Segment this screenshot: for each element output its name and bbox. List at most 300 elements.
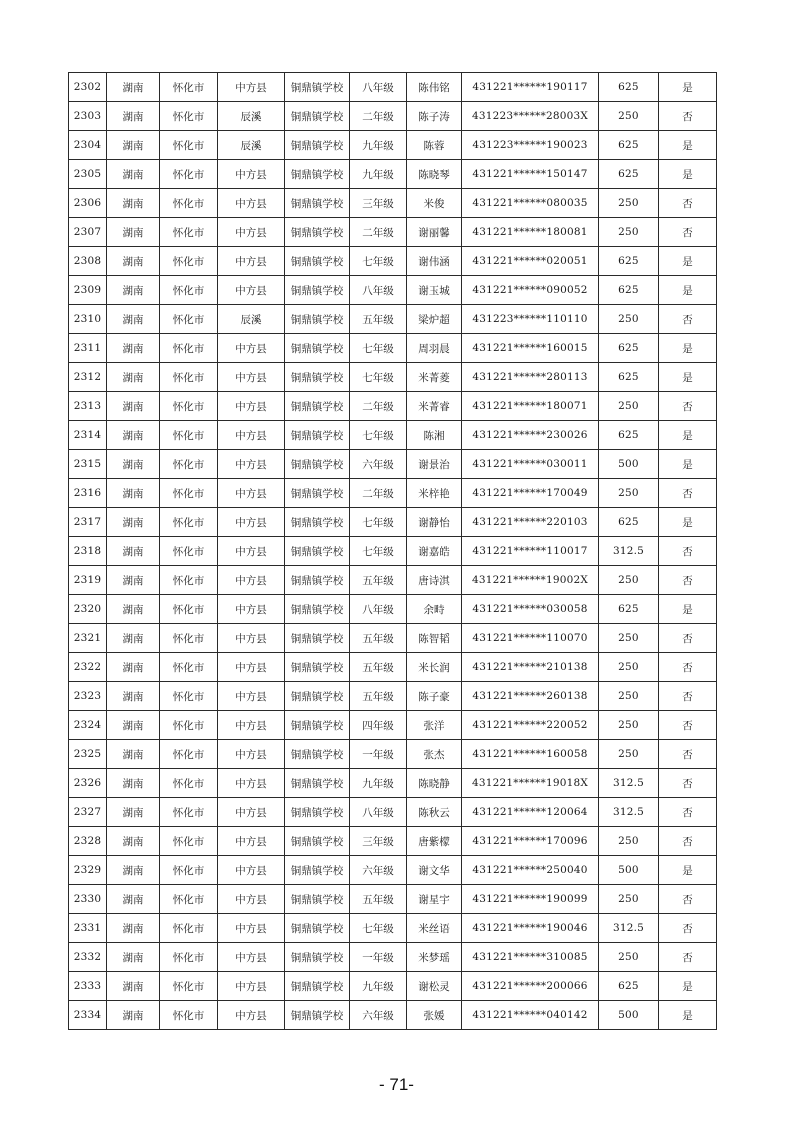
- id-number-cell: 431221******150147: [462, 160, 599, 189]
- name-cell: 陈晓静: [407, 769, 462, 798]
- amount-cell: 250: [599, 943, 659, 972]
- grade-cell: 三年级: [350, 189, 407, 218]
- city-cell: 怀化市: [160, 247, 218, 276]
- row-index-cell: 2307: [69, 218, 107, 247]
- province-cell: 湖南: [107, 827, 160, 856]
- row-index-cell: 2315: [69, 450, 107, 479]
- table-row: [69, 73, 717, 102]
- school-cell: 铜鼎镇学校: [285, 1001, 350, 1030]
- page-number: - 71-: [379, 1075, 414, 1094]
- county-cell: 中方县: [218, 914, 285, 943]
- status-cell: 是: [659, 363, 717, 392]
- id-number-cell: 431221******160015: [462, 334, 599, 363]
- row-index-cell: 2328: [69, 827, 107, 856]
- status-cell: 是: [659, 276, 717, 305]
- city-cell: 怀化市: [160, 972, 218, 1001]
- status-cell: 否: [659, 740, 717, 769]
- table-row: [69, 769, 717, 798]
- row-index-cell: 2304: [69, 131, 107, 160]
- county-cell: 中方县: [218, 73, 285, 102]
- status-cell: 否: [659, 827, 717, 856]
- grade-cell: 七年级: [350, 421, 407, 450]
- city-cell: 怀化市: [160, 595, 218, 624]
- province-cell: 湖南: [107, 247, 160, 276]
- county-cell: 中方县: [218, 943, 285, 972]
- city-cell: 怀化市: [160, 827, 218, 856]
- amount-cell: 250: [599, 682, 659, 711]
- table-row: [69, 218, 717, 247]
- row-index-cell: 2311: [69, 334, 107, 363]
- row-index-cell: 2326: [69, 769, 107, 798]
- county-cell: 中方县: [218, 624, 285, 653]
- name-cell: 米梓艳: [407, 479, 462, 508]
- grade-cell: 五年级: [350, 653, 407, 682]
- grade-cell: 七年级: [350, 363, 407, 392]
- id-number-cell: 431221******030011: [462, 450, 599, 479]
- province-cell: 湖南: [107, 392, 160, 421]
- id-number-cell: 431221******020051: [462, 247, 599, 276]
- city-cell: 怀化市: [160, 450, 218, 479]
- grade-cell: 四年级: [350, 711, 407, 740]
- amount-cell: 312.5: [599, 769, 659, 798]
- school-cell: 铜鼎镇学校: [285, 131, 350, 160]
- id-number-cell: 431221******110070: [462, 624, 599, 653]
- province-cell: 湖南: [107, 305, 160, 334]
- table-row: [69, 885, 717, 914]
- id-number-cell: 431221******080035: [462, 189, 599, 218]
- id-number-cell: 431221******180071: [462, 392, 599, 421]
- county-cell: 中方县: [218, 479, 285, 508]
- county-cell: 中方县: [218, 508, 285, 537]
- grade-cell: 六年级: [350, 450, 407, 479]
- row-index-cell: 2316: [69, 479, 107, 508]
- name-cell: 唐诗淇: [407, 566, 462, 595]
- county-cell: 中方县: [218, 421, 285, 450]
- county-cell: 中方县: [218, 450, 285, 479]
- grade-cell: 七年级: [350, 537, 407, 566]
- name-cell: 谢伟涵: [407, 247, 462, 276]
- province-cell: 湖南: [107, 537, 160, 566]
- school-cell: 铜鼎镇学校: [285, 943, 350, 972]
- province-cell: 湖南: [107, 856, 160, 885]
- id-number-cell: 431221******210138: [462, 653, 599, 682]
- amount-cell: 625: [599, 363, 659, 392]
- name-cell: 陈子涛: [407, 102, 462, 131]
- school-cell: 铜鼎镇学校: [285, 827, 350, 856]
- province-cell: 湖南: [107, 798, 160, 827]
- table-row: [69, 740, 717, 769]
- school-cell: 铜鼎镇学校: [285, 595, 350, 624]
- status-cell: 否: [659, 218, 717, 247]
- school-cell: 铜鼎镇学校: [285, 740, 350, 769]
- province-cell: 湖南: [107, 479, 160, 508]
- school-cell: 铜鼎镇学校: [285, 102, 350, 131]
- grade-cell: 六年级: [350, 1001, 407, 1030]
- status-cell: 是: [659, 1001, 717, 1030]
- row-index-cell: 2319: [69, 566, 107, 595]
- amount-cell: 250: [599, 827, 659, 856]
- row-index-cell: 2323: [69, 682, 107, 711]
- amount-cell: 250: [599, 305, 659, 334]
- province-cell: 湖南: [107, 218, 160, 247]
- name-cell: 米俊: [407, 189, 462, 218]
- amount-cell: 312.5: [599, 537, 659, 566]
- county-cell: 中方县: [218, 1001, 285, 1030]
- status-cell: 否: [659, 711, 717, 740]
- name-cell: 谢嘉皓: [407, 537, 462, 566]
- table-row: [69, 189, 717, 218]
- amount-cell: 250: [599, 885, 659, 914]
- city-cell: 怀化市: [160, 914, 218, 943]
- table-row: [69, 972, 717, 1001]
- school-cell: 铜鼎镇学校: [285, 363, 350, 392]
- name-cell: 陈蓉: [407, 131, 462, 160]
- amount-cell: 250: [599, 566, 659, 595]
- province-cell: 湖南: [107, 624, 160, 653]
- name-cell: 梁炉超: [407, 305, 462, 334]
- name-cell: 米梦瑶: [407, 943, 462, 972]
- status-cell: 否: [659, 305, 717, 334]
- table-row: [69, 682, 717, 711]
- amount-cell: 625: [599, 160, 659, 189]
- table-row: [69, 595, 717, 624]
- status-cell: 是: [659, 73, 717, 102]
- table-row: [69, 827, 717, 856]
- name-cell: 陈秋云: [407, 798, 462, 827]
- status-cell: 否: [659, 102, 717, 131]
- city-cell: 怀化市: [160, 73, 218, 102]
- province-cell: 湖南: [107, 421, 160, 450]
- table-row: [69, 450, 717, 479]
- grade-cell: 九年级: [350, 160, 407, 189]
- table-row: [69, 276, 717, 305]
- status-cell: 是: [659, 160, 717, 189]
- id-number-cell: 431221******090052: [462, 276, 599, 305]
- row-index-cell: 2320: [69, 595, 107, 624]
- province-cell: 湖南: [107, 914, 160, 943]
- school-cell: 铜鼎镇学校: [285, 305, 350, 334]
- county-cell: 辰溪: [218, 131, 285, 160]
- grade-cell: 二年级: [350, 102, 407, 131]
- row-index-cell: 2324: [69, 711, 107, 740]
- status-cell: 是: [659, 508, 717, 537]
- school-cell: 铜鼎镇学校: [285, 972, 350, 1001]
- county-cell: 中方县: [218, 247, 285, 276]
- status-cell: 否: [659, 798, 717, 827]
- city-cell: 怀化市: [160, 363, 218, 392]
- city-cell: 怀化市: [160, 392, 218, 421]
- row-index-cell: 2312: [69, 363, 107, 392]
- row-index-cell: 2327: [69, 798, 107, 827]
- id-number-cell: 431221******19002X: [462, 566, 599, 595]
- city-cell: 怀化市: [160, 479, 218, 508]
- city-cell: 怀化市: [160, 1001, 218, 1030]
- table-row: [69, 363, 717, 392]
- id-number-cell: 431221******220103: [462, 508, 599, 537]
- table-row: [69, 247, 717, 276]
- row-index-cell: 2330: [69, 885, 107, 914]
- name-cell: 谢文华: [407, 856, 462, 885]
- table-row: [69, 508, 717, 537]
- status-cell: 否: [659, 682, 717, 711]
- name-cell: 谢星宇: [407, 885, 462, 914]
- city-cell: 怀化市: [160, 276, 218, 305]
- school-cell: 铜鼎镇学校: [285, 537, 350, 566]
- county-cell: 辰溪: [218, 305, 285, 334]
- id-number-cell: 431221******170096: [462, 827, 599, 856]
- amount-cell: 625: [599, 334, 659, 363]
- table-body: [69, 73, 717, 1030]
- school-cell: 铜鼎镇学校: [285, 334, 350, 363]
- name-cell: 谢静怡: [407, 508, 462, 537]
- row-index-cell: 2334: [69, 1001, 107, 1030]
- amount-cell: 625: [599, 247, 659, 276]
- table-row: [69, 334, 717, 363]
- name-cell: 陈晓琴: [407, 160, 462, 189]
- table-row: [69, 421, 717, 450]
- grade-cell: 八年级: [350, 595, 407, 624]
- city-cell: 怀化市: [160, 160, 218, 189]
- city-cell: 怀化市: [160, 305, 218, 334]
- county-cell: 中方县: [218, 682, 285, 711]
- row-index-cell: 2322: [69, 653, 107, 682]
- county-cell: 中方县: [218, 769, 285, 798]
- city-cell: 怀化市: [160, 537, 218, 566]
- province-cell: 湖南: [107, 160, 160, 189]
- amount-cell: 500: [599, 1001, 659, 1030]
- province-cell: 湖南: [107, 711, 160, 740]
- county-cell: 辰溪: [218, 102, 285, 131]
- id-number-cell: 431221******250040: [462, 856, 599, 885]
- amount-cell: 250: [599, 740, 659, 769]
- name-cell: 米丝语: [407, 914, 462, 943]
- school-cell: 铜鼎镇学校: [285, 276, 350, 305]
- table-row: [69, 798, 717, 827]
- province-cell: 湖南: [107, 131, 160, 160]
- row-index-cell: 2325: [69, 740, 107, 769]
- school-cell: 铜鼎镇学校: [285, 392, 350, 421]
- row-index-cell: 2308: [69, 247, 107, 276]
- id-number-cell: 431221******220052: [462, 711, 599, 740]
- city-cell: 怀化市: [160, 885, 218, 914]
- grade-cell: 七年级: [350, 334, 407, 363]
- city-cell: 怀化市: [160, 943, 218, 972]
- province-cell: 湖南: [107, 450, 160, 479]
- grade-cell: 五年级: [350, 305, 407, 334]
- name-cell: 陈湘: [407, 421, 462, 450]
- grade-cell: 五年级: [350, 885, 407, 914]
- table-row: [69, 566, 717, 595]
- status-cell: 否: [659, 769, 717, 798]
- amount-cell: 625: [599, 276, 659, 305]
- status-cell: 否: [659, 189, 717, 218]
- province-cell: 湖南: [107, 566, 160, 595]
- city-cell: 怀化市: [160, 624, 218, 653]
- table-row: [69, 624, 717, 653]
- county-cell: 中方县: [218, 885, 285, 914]
- grade-cell: 五年级: [350, 566, 407, 595]
- grade-cell: 七年级: [350, 914, 407, 943]
- amount-cell: 250: [599, 479, 659, 508]
- province-cell: 湖南: [107, 943, 160, 972]
- city-cell: 怀化市: [160, 711, 218, 740]
- status-cell: 否: [659, 624, 717, 653]
- row-index-cell: 2309: [69, 276, 107, 305]
- id-number-cell: 431223******110110: [462, 305, 599, 334]
- city-cell: 怀化市: [160, 189, 218, 218]
- name-cell: 唐紫檬: [407, 827, 462, 856]
- city-cell: 怀化市: [160, 334, 218, 363]
- table-row: [69, 711, 717, 740]
- row-index-cell: 2332: [69, 943, 107, 972]
- province-cell: 湖南: [107, 334, 160, 363]
- school-cell: 铜鼎镇学校: [285, 508, 350, 537]
- id-number-cell: 431221******200066: [462, 972, 599, 1001]
- amount-cell: 500: [599, 450, 659, 479]
- amount-cell: 312.5: [599, 914, 659, 943]
- grade-cell: 二年级: [350, 218, 407, 247]
- id-number-cell: 431221******190046: [462, 914, 599, 943]
- city-cell: 怀化市: [160, 740, 218, 769]
- status-cell: 是: [659, 972, 717, 1001]
- grade-cell: 一年级: [350, 740, 407, 769]
- row-index-cell: 2329: [69, 856, 107, 885]
- id-number-cell: 431221******030058: [462, 595, 599, 624]
- school-cell: 铜鼎镇学校: [285, 566, 350, 595]
- amount-cell: 625: [599, 972, 659, 1001]
- status-cell: 是: [659, 247, 717, 276]
- name-cell: 余畤: [407, 595, 462, 624]
- name-cell: 周羽晨: [407, 334, 462, 363]
- grade-cell: 七年级: [350, 508, 407, 537]
- amount-cell: 250: [599, 102, 659, 131]
- grade-cell: 九年级: [350, 972, 407, 1001]
- id-number-cell: 431221******280113: [462, 363, 599, 392]
- province-cell: 湖南: [107, 885, 160, 914]
- row-index-cell: 2313: [69, 392, 107, 421]
- school-cell: 铜鼎镇学校: [285, 247, 350, 276]
- city-cell: 怀化市: [160, 218, 218, 247]
- amount-cell: 250: [599, 624, 659, 653]
- row-index-cell: 2305: [69, 160, 107, 189]
- city-cell: 怀化市: [160, 566, 218, 595]
- county-cell: 中方县: [218, 972, 285, 1001]
- status-cell: 否: [659, 566, 717, 595]
- county-cell: 中方县: [218, 595, 285, 624]
- province-cell: 湖南: [107, 653, 160, 682]
- county-cell: 中方县: [218, 827, 285, 856]
- province-cell: 湖南: [107, 1001, 160, 1030]
- name-cell: 陈伟铭: [407, 73, 462, 102]
- amount-cell: 250: [599, 189, 659, 218]
- table-row: [69, 160, 717, 189]
- id-number-cell: 431223******28003X: [462, 102, 599, 131]
- city-cell: 怀化市: [160, 653, 218, 682]
- name-cell: 米菁菱: [407, 363, 462, 392]
- school-cell: 铜鼎镇学校: [285, 653, 350, 682]
- row-index-cell: 2303: [69, 102, 107, 131]
- school-cell: 铜鼎镇学校: [285, 711, 350, 740]
- province-cell: 湖南: [107, 682, 160, 711]
- province-cell: 湖南: [107, 972, 160, 1001]
- name-cell: 陈子豪: [407, 682, 462, 711]
- school-cell: 铜鼎镇学校: [285, 479, 350, 508]
- school-cell: 铜鼎镇学校: [285, 421, 350, 450]
- table-row: [69, 131, 717, 160]
- county-cell: 中方县: [218, 740, 285, 769]
- id-number-cell: 431221******160058: [462, 740, 599, 769]
- county-cell: 中方县: [218, 160, 285, 189]
- school-cell: 铜鼎镇学校: [285, 769, 350, 798]
- grade-cell: 九年级: [350, 769, 407, 798]
- name-cell: 谢丽馨: [407, 218, 462, 247]
- amount-cell: 250: [599, 711, 659, 740]
- province-cell: 湖南: [107, 595, 160, 624]
- id-number-cell: 431221******19018X: [462, 769, 599, 798]
- amount-cell: 625: [599, 421, 659, 450]
- table-row: [69, 856, 717, 885]
- school-cell: 铜鼎镇学校: [285, 160, 350, 189]
- city-cell: 怀化市: [160, 682, 218, 711]
- id-number-cell: 431221******230026: [462, 421, 599, 450]
- status-cell: 否: [659, 885, 717, 914]
- grade-cell: 六年级: [350, 856, 407, 885]
- county-cell: 中方县: [218, 711, 285, 740]
- id-number-cell: 431221******040142: [462, 1001, 599, 1030]
- city-cell: 怀化市: [160, 508, 218, 537]
- name-cell: 米菁睿: [407, 392, 462, 421]
- amount-cell: 625: [599, 508, 659, 537]
- table-row: [69, 914, 717, 943]
- county-cell: 中方县: [218, 566, 285, 595]
- row-index-cell: 2317: [69, 508, 107, 537]
- id-number-cell: 431221******190117: [462, 73, 599, 102]
- city-cell: 怀化市: [160, 421, 218, 450]
- school-cell: 铜鼎镇学校: [285, 189, 350, 218]
- amount-cell: 250: [599, 653, 659, 682]
- school-cell: 铜鼎镇学校: [285, 682, 350, 711]
- city-cell: 怀化市: [160, 769, 218, 798]
- amount-cell: 250: [599, 392, 659, 421]
- table-row: [69, 653, 717, 682]
- id-number-cell: 431223******190023: [462, 131, 599, 160]
- name-cell: 张洋: [407, 711, 462, 740]
- status-cell: 否: [659, 943, 717, 972]
- province-cell: 湖南: [107, 189, 160, 218]
- grade-cell: 一年级: [350, 943, 407, 972]
- table-row: [69, 537, 717, 566]
- status-cell: 否: [659, 537, 717, 566]
- city-cell: 怀化市: [160, 798, 218, 827]
- name-cell: 谢玉城: [407, 276, 462, 305]
- grade-cell: 九年级: [350, 131, 407, 160]
- status-cell: 否: [659, 479, 717, 508]
- id-number-cell: 431221******310085: [462, 943, 599, 972]
- amount-cell: 625: [599, 595, 659, 624]
- grade-cell: 三年级: [350, 827, 407, 856]
- id-number-cell: 431221******120064: [462, 798, 599, 827]
- status-cell: 是: [659, 421, 717, 450]
- row-index-cell: 2318: [69, 537, 107, 566]
- status-cell: 是: [659, 595, 717, 624]
- status-cell: 否: [659, 392, 717, 421]
- county-cell: 中方县: [218, 276, 285, 305]
- status-cell: 是: [659, 450, 717, 479]
- row-index-cell: 2314: [69, 421, 107, 450]
- status-cell: 是: [659, 131, 717, 160]
- row-index-cell: 2306: [69, 189, 107, 218]
- school-cell: 铜鼎镇学校: [285, 624, 350, 653]
